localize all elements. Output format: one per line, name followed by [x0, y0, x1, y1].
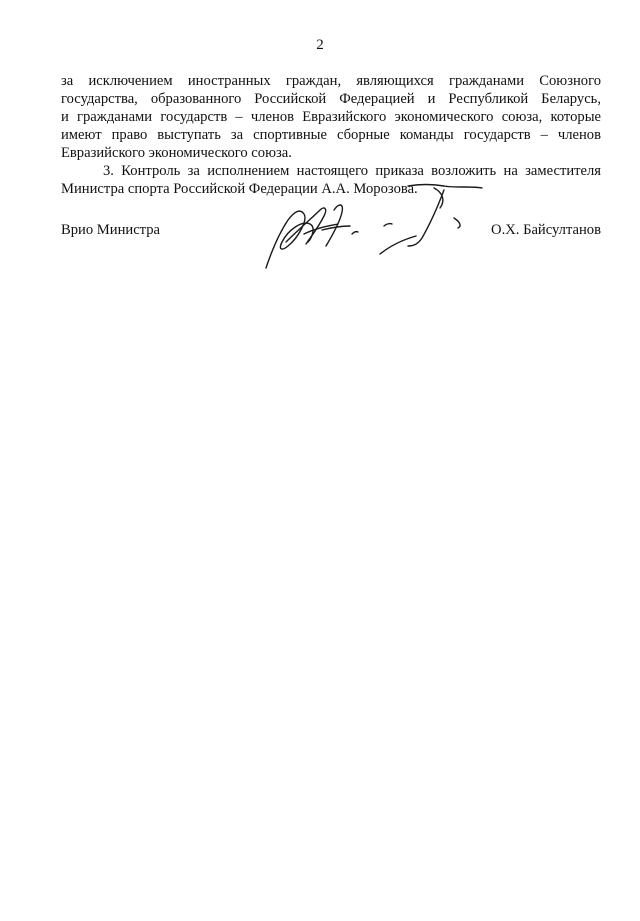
signatory-title: Врио Министра: [61, 222, 160, 238]
text-line: за исключением иностранных граждан, являющихся гражданами Союзного: [61, 73, 601, 89]
paragraph-exclusions: [61, 72, 601, 162]
text-line: Евразийского экономического союза.: [61, 145, 292, 161]
page-number: 2: [316, 37, 324, 53]
text-line: и гражданами государств – членов Евразийского экономического союза, которые: [61, 109, 601, 125]
text-line: 3. Контроль за исполнением настоящего приказа возложить на заместителя: [103, 163, 601, 179]
signature-row: [61, 222, 601, 242]
text-line: имеют право выступать за спортивные сборные команды государств – членов: [61, 127, 601, 143]
text-line: Министра спорта Российской Федерации А.А. Морозова.: [61, 181, 418, 197]
signatory-name: О.Х. Байсултанов: [491, 222, 601, 238]
text-line: государства, образованного Российской Федерацией и Республикой Беларусь,: [61, 91, 601, 107]
